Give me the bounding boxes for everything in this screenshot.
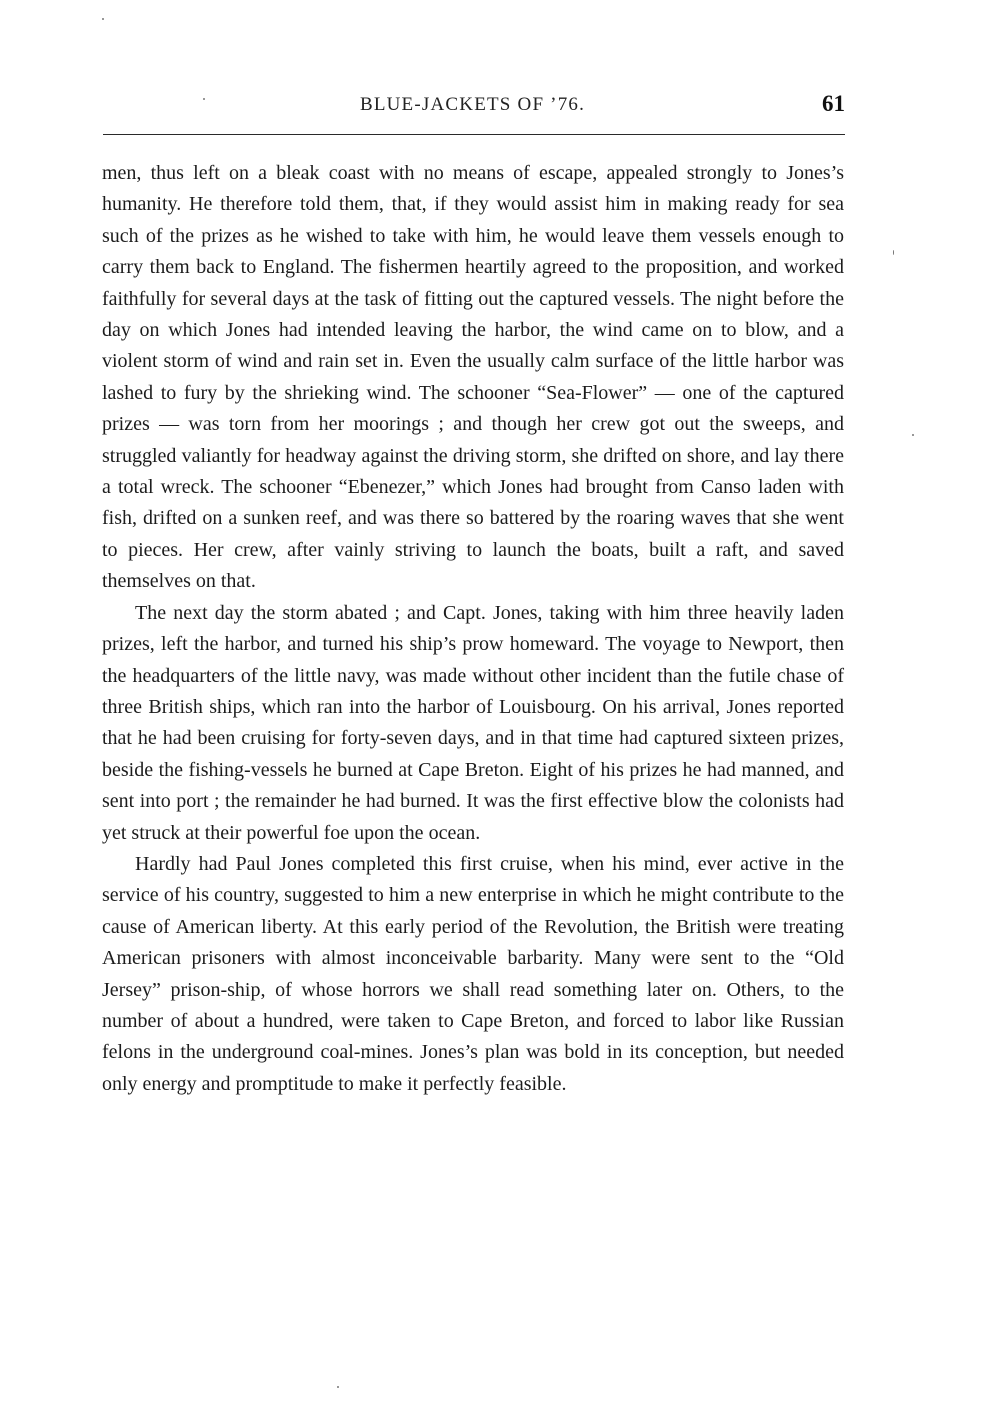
scan-speck	[337, 1386, 339, 1388]
running-title: BLUE-JACKETS OF ’76.	[359, 94, 586, 115]
header-rule	[103, 134, 845, 135]
body-text	[102, 158, 844, 1100]
paragraph-1: men, thus left on a bleak coast with no means of escape, appealed strongly to Jones’s humanity. He therefore told them, that, if they would assist him in making ready for sea such of the prizes as he wished to take with him, he would leave them vessels enough to carry them back to England. The fishermen heartily agreed to the proposition, and worked faithfully for several days at the task of fitting out the captured vessels. The night before the day on which Jones had intended leaving the harbor, the wind came on to blow, and a violent storm of wind and rain set in. Even the usually calm surface of the little harbor was lashed to fury by the shrieking wind. The schooner “Sea-Flower” — one of the captured prizes — was torn from her moorings ; and though her crew got out the sweeps, and struggled valiantly for headway against the driving storm, she drifted on shore, and lay there a total wreck. The schooner “Ebenezer,” which Jones had brought from Canso laden with fish, drifted on a sunken reef, and was there so battered by the roaring waves that she went to pieces. Her crew, after vainly striving to launch the boats, built a raft, and saved themselves on that.	[102, 162, 844, 593]
running-head	[100, 91, 845, 134]
page-number: 61	[822, 91, 845, 116]
scan-speck	[102, 18, 104, 20]
scan-speck	[893, 250, 894, 255]
scan-speck	[912, 434, 914, 436]
paragraph-2: The next day the storm abated ; and Capt. Jones, taking with him three heavily laden prizes, left the harbor, and turned his ship’s prow homeward. The voyage to Newport, then the headquarters of the little navy, was made without other incident than the futile chase of three British ships, which ran into the harbor of Louisbourg. On his arrival, Jones reported that he had been cruising for forty-seven days, and in that time had captured sixteen prizes, beside the fishing-vessels he burned at Cape Breton. Eight of his prizes he had manned, and sent into port ; the remainder he had burned. It was the first effective blow the colonists had yet struck at their powerful foe upon the ocean.	[102, 601, 844, 844]
scan-speck	[203, 98, 205, 100]
paragraph-3: Hardly had Paul Jones completed this first cruise, when his mind, ever active in the service of his country, suggested to him a new enterprise in which he might contribute to the cause of American liberty. At this early period of the Revolution, the British were treating American prisoners with almost inconceivable barbarity. Many were sent to the “Old Jersey” prison-ship, of whose horrors we shall read something later on. Others, to the number of about a hundred, were taken to Cape Breton, and forced to labor like Russian felons in the underground coal-mines. Jones’s plan was bold in its conception, but needed only energy and promptitude to make it perfectly feasible.	[102, 852, 844, 1095]
